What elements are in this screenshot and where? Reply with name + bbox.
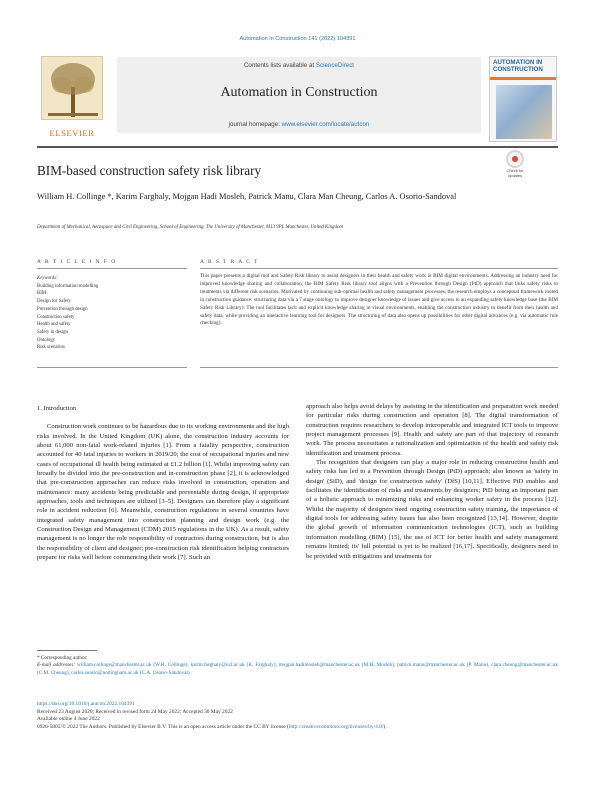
article-info-heading: A R T I C L E I N F O [37,259,117,265]
sciencedirect-link[interactable]: ScienceDirect [315,62,355,69]
journal-cover-image [489,56,557,142]
footnote-divider [37,650,97,651]
body-paragraph: The recognition that designers can play a major role in reducing construction health and safety risks has led to a Prevention through Design (PtD) approach; also known as 'safety in design' (SiD), and 'design for construction safety' (DfS) [10,11]. Effective PtD enables and facilitates the identification of risks and treatments by designers; PtD being an important part of a holistic approach to minimizing risks and enhancing worker safety in the process [12]. Whilst the majority of designers need ongoing construction safety training, the importance of digital tools for addressing safety issues has also been recognized [13,14]. However, despite the global growth of information communication technologies (ICT), such as building information modelling (BIM) [15], the use of ICT for better health and safety management remains limited; its' full potential is yet to be realized [16,17]. Specifically, designers need to be provided with mitigations and treatments for [306,459,558,560]
license-statement [37,724,558,732]
journal-masthead [37,53,558,149]
elsevier-wordmark: ELSEVIER [49,128,95,138]
body-column-left [37,404,289,563]
masthead-divider [37,146,558,148]
divider [200,268,558,269]
check-updates-label: Check for updates [506,168,524,178]
homepage-prefix: journal homepage: [228,121,282,128]
keyword-item: Safety in design [37,329,68,335]
keyword-item: Prevention through design [37,306,88,312]
body-paragraph: Construction work continues to be hazardous due to its working environments and the high risks involved. In the United Kingdom (UK) alone, the construction industry accounts for about 61,000 non-fatal work-related injuries [1]. From a fatality perspective, construction accounted for 40 fatal injuries to workers in 2019/20; the cost of occupational injuries and new cases of occupational ill health being estimated at £1.2 billion [1]. Whilst improving safety can broadly be divided into the pre-construction and in-construction phase [2], it is acknowledged that pre-construction approaches can reduce risks involved in construction, operation and maintenance: many accidents being predictable and preventable during design, if appropriate approaches, tools and techniques are utilized [3–5]. Designers can therefore play a significant role in accident reduction [6]. Meanwhile, construction regulations in several countries have integrated safety management into construction planning and design work (e.g. the Construction Design and Management (CDM) 2015 regulations in the UK). As a result, safety management is no longer the role responsibility of contractors during construction, but is also the responsibility of client and designer; pre-construction risk identification helping contractors prepare for risks well before commencing their work [7]. Such an [37,423,289,562]
cover-band [490,77,557,80]
email-links[interactable]: william.collinge@manchester.ac.uk (W.H. Collinge), karim.farghaly@ucl.ac.uk (K. Farghaly), mojgan.hadimosleh@manchester.ac.uk (M.H. Mosleh), patrick.manu@manchester.ac.uk (P. Manu), clara.cheung@manchester.ac.uk (C.M. Cheung), carlos.osorio@nottingham.ac.uk (C.A. Osorio-Sandoval). [37,662,558,676]
keyword-item: Risk scenarios [37,345,65,351]
corresponding-author-note: * Corresponding author. [37,655,88,661]
elsevier-tree-icon [41,56,103,120]
abstract-heading: A B S T R A C T [200,259,259,265]
keyword-item: Ontology [37,337,56,343]
divider [200,367,558,368]
homepage-line [117,121,481,128]
body-paragraph: approach also helps avoid delays by assisting in the identification and preparation work needed for particular risks during construction and operation [8]. The digital transformation of construction requires researchers to develop interoperable and integrated ICT tools to improve project management processes [9]. Health and safety are part of that trajectory of research work. The process necessitates a rationalization and optimization of the health and safety risk identification and treatment process. [306,403,558,457]
footnotes [37,655,558,677]
divider [37,268,187,269]
contents-prefix: Contents lists available at [243,62,316,69]
keyword-item: BIM [37,291,47,297]
keywords-block [37,275,187,352]
email-addresses [37,662,558,677]
journal-name: Automation in Construction [220,85,378,100]
received-dates: Received 23 August 2020; Received in revised form 24 May 2022; Accepted 30 May 2022 [37,708,233,715]
publication-info [37,701,558,731]
author-list: William H. Collinge *, Karim Farghaly, Mojgan Hadi Mosleh, Patrick Manu, Clara Man Cheung, Carlos A. Osorio-Sandoval [37,192,457,201]
body-column-right [306,402,558,561]
check-updates-icon [506,150,524,168]
divider [37,367,187,368]
keyword-item: Health and safety [37,322,71,328]
journal-reference-link[interactable]: Automation in Construction 141 (2022) 104391 [239,36,356,42]
emails-label: E-mail addresses: [37,662,78,669]
license-suffix: ). [383,723,387,730]
masthead-banner [117,57,481,133]
abstract-text: This paper presents a digital tool and Safety Risk library to assist designers in their health and safety work in BIM digital environments. Addressing an industry need for improved knowledge sharing and collaboration, the BIM Safety Risk library tool aligns with a Prevention through Design (PtD) approach that links safety risks to treatments via different risk scenarios. Motivated by continuing sub-optimal health and safety management processes, the research employs a conceptual framework rooted in construction guidance: structuring data via a 7 stage ontology to improve designer knowledge of issues and give access to an expanding safety knowledge base (the BIM Safety Risk Library). The tool facilitates tacit and explicit knowledge sharing in visual environments, enabling the construction industry to benefit from their health and safety data, while providing an interactive learning tool for designers. The structuring of data also opens up possibilities for other digital advances (e.g. via automatic rule checking). [200,273,558,327]
cover-title: AUTOMATION IN CONSTRUCTION [493,59,543,73]
affiliation: Department of Mechanical, Aerospace and Civil Engineering, School of Engineering, The University of Manchester, M13 9PL Manchester, United Kingdom [37,225,343,230]
cover-art [496,85,552,139]
available-online: Available online 4 June 2022 [37,716,100,723]
elsevier-logo [37,56,107,138]
license-link[interactable]: http://creativecommons.org/licenses/by/4.0/ [288,723,384,730]
journal-homepage-link[interactable]: www.elsevier.com/locate/autcon [281,121,370,128]
license-prefix: 0926-5805/© 2022 The Authors. Published by Elsevier B.V. This is an open access article under the CC BY license ( [37,723,289,730]
doi-link[interactable]: https://doi.org/10.1016/j.autcon.2022.104391 [37,701,135,707]
article-title: BIM-based construction safety risk library [37,163,262,178]
check-for-updates-button[interactable] [503,150,527,180]
keyword-item: Design for Safety [37,299,71,305]
contents-line [117,62,481,69]
keyword-item: Building information modelling [37,283,99,289]
keywords-label: Keywords: [37,276,58,281]
keyword-item: Construction safety [37,314,75,320]
section-heading-introduction: 1. Introduction [37,405,77,412]
